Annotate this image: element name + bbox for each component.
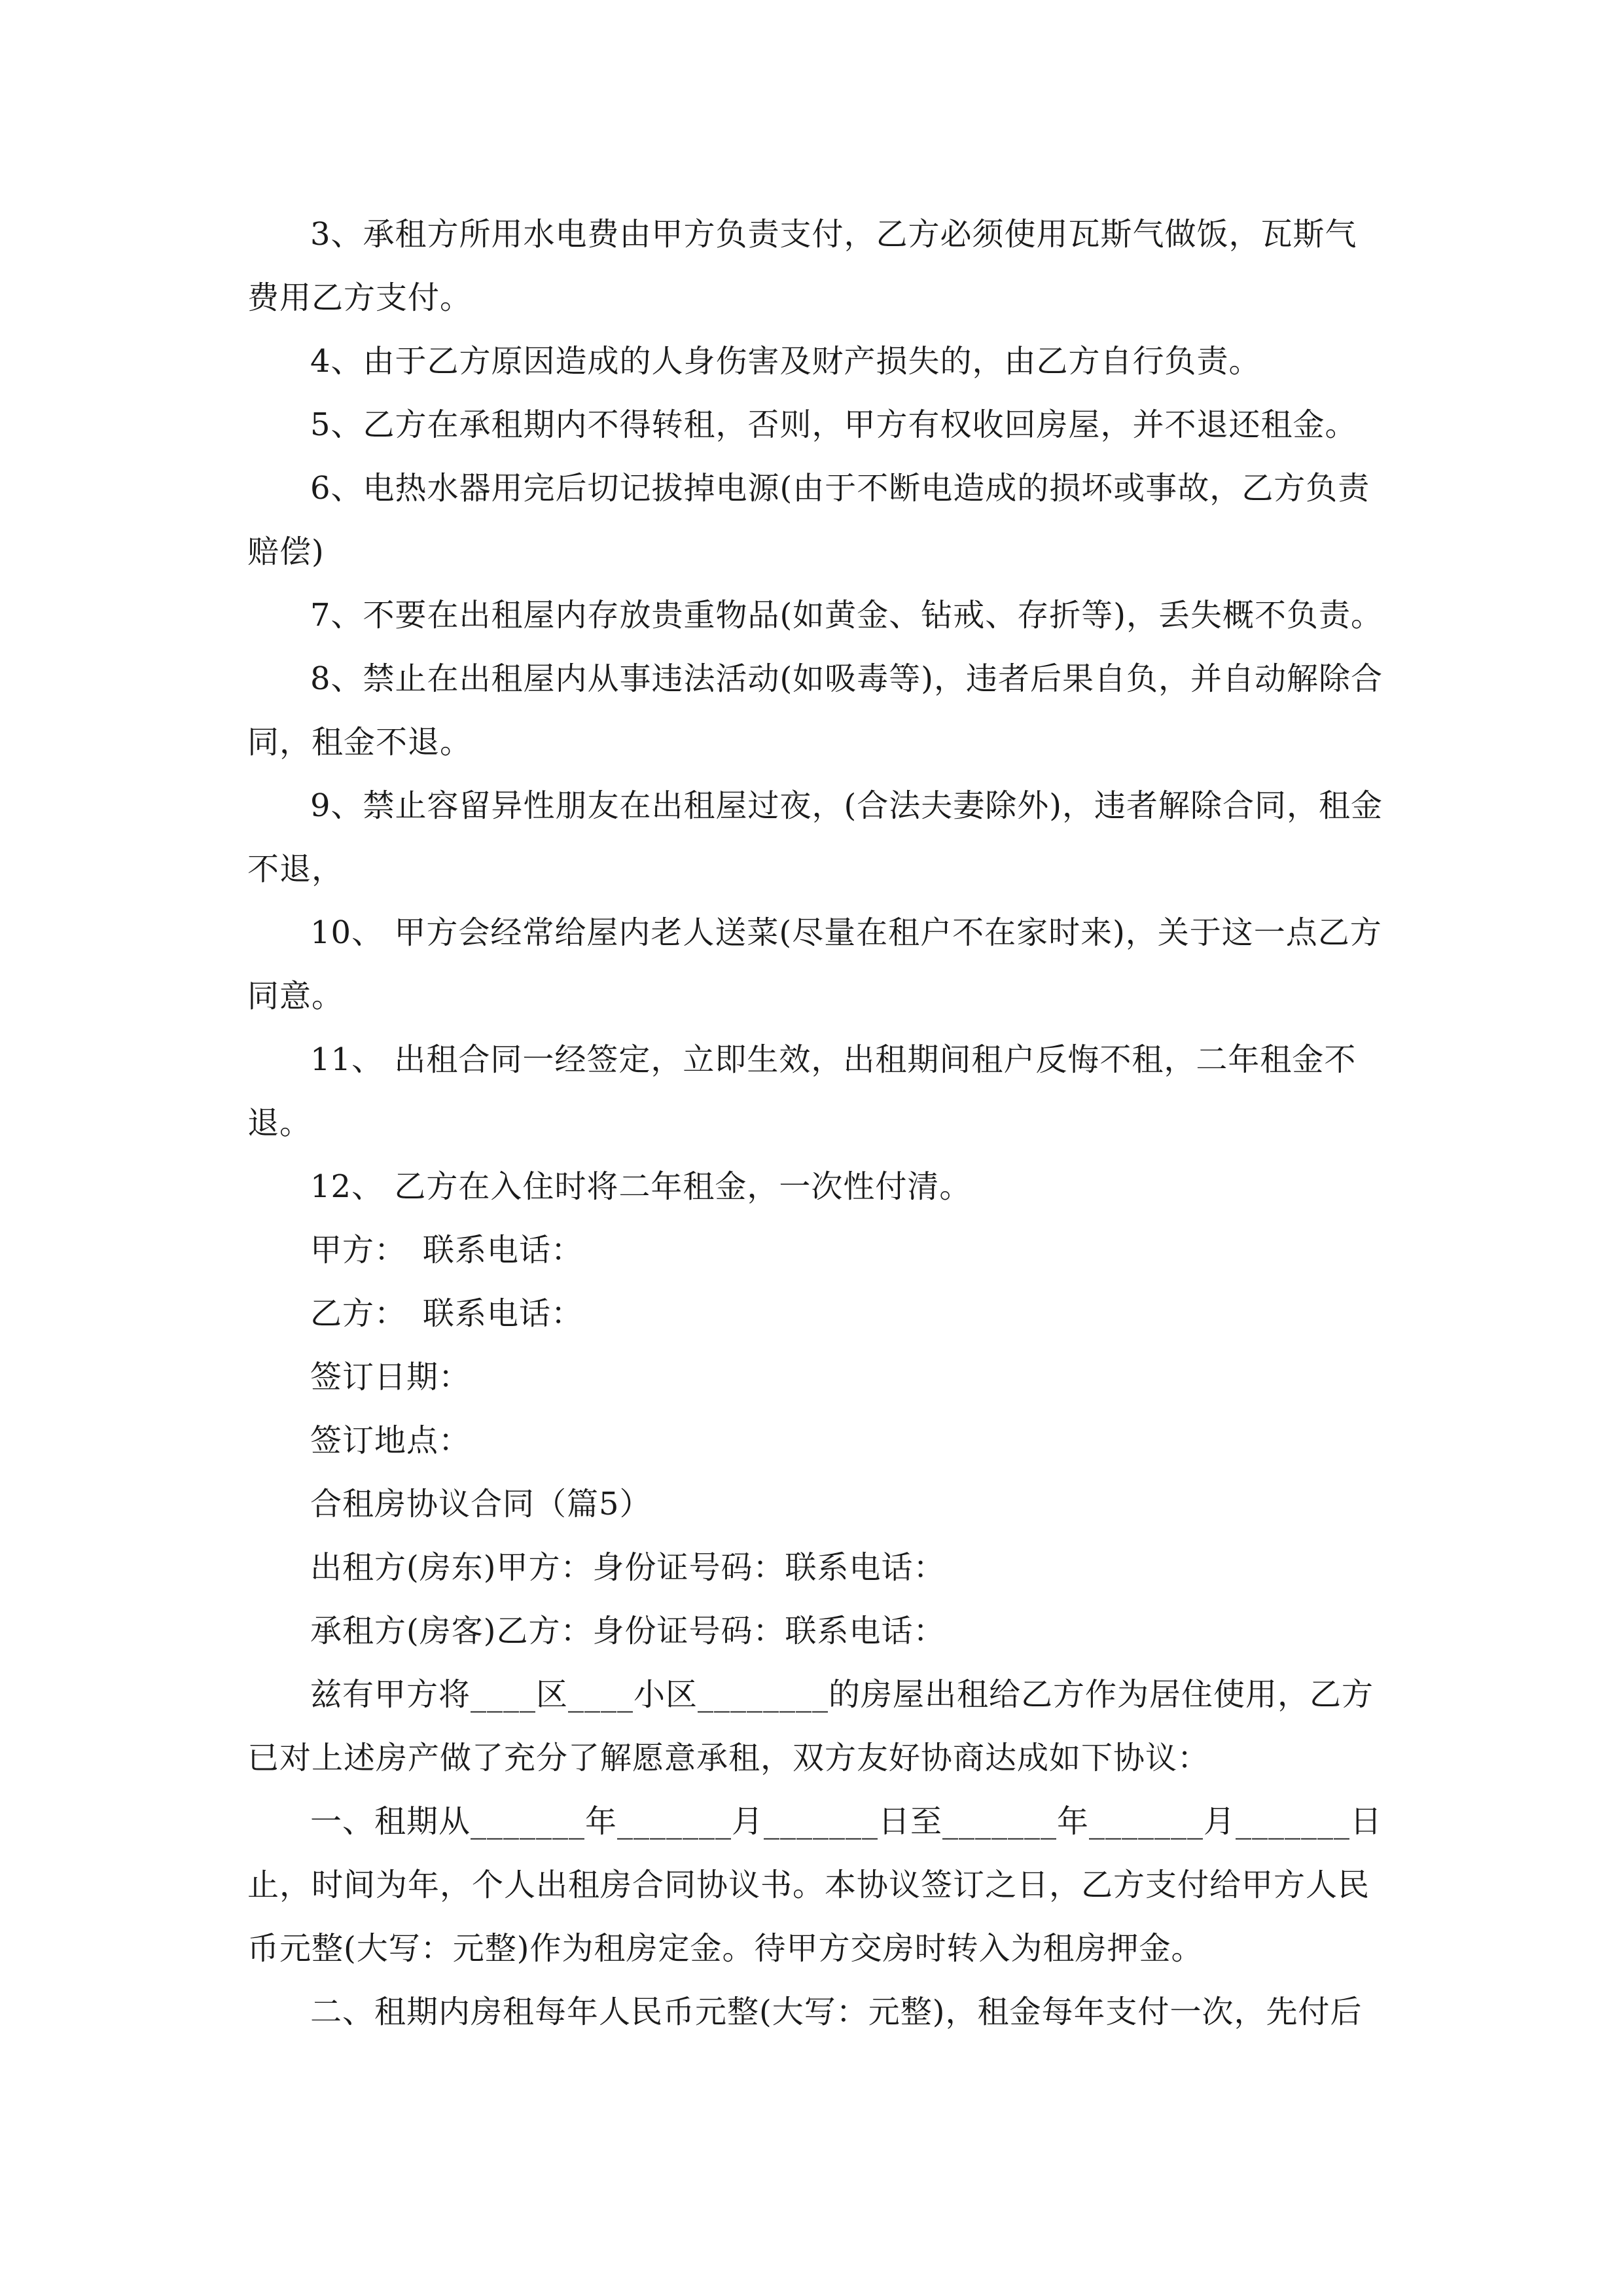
clause-12: 12、 乙方在入住时将二年租金，一次性付清。 [310,1168,972,1205]
lessor-info: 出租方(房东)甲方：身份证号码：联系电话： [310,1549,946,1586]
clause-11: 11、 出租合同一经签定，立即生效，出租期间租户反悔不租，二年租金不退。 [247,1041,1357,1141]
signing-place: 签订地点： [310,1422,471,1459]
party-b-contact: 乙方： 联系电话： [310,1295,584,1332]
party-a-contact: 甲方： 联系电话： [310,1232,584,1268]
clause-9: 9、禁止容留异性朋友在出租屋过夜，(合法夫妻除外)，违者解除合同，租金不退， [247,787,1383,888]
clause-8: 8、禁止在出租屋内从事违法活动(如吸毒等)，违者后果自负，并自动解除合同，租金不退。 [247,660,1383,761]
clause-6: 6、电热水器用完后切记拔掉电源(由于不断电造成的损坏或事故，乙方负责赔偿) [247,470,1370,570]
clause-5: 5、乙方在承租期内不得转租，否则，甲方有权收回房屋，并不退还租金。 [310,406,1357,443]
signing-date: 签订日期： [310,1359,471,1395]
clause-4: 4、由于乙方原因造成的人身伤害及财产损失的，由乙方自行负责。 [310,343,1261,380]
preamble: 兹有甲方将____区____小区________的房屋出租给乙方作为居住使用，乙方已对上述房产做了充分了解愿意承租，双方友好协商达成如下协议： [247,1676,1374,1776]
clause-10: 10、 甲方会经常给屋内老人送菜(尽量在租户不在家时来)，关于这一点乙方同意。 [247,914,1382,1014]
article-2-rent: 二、租期内房租每年人民币元整(大写：元整)，租金每年支付一次，先付后 [310,1994,1363,2030]
clause-7: 7、不要在出租屋内存放贵重物品(如黄金、钻戒、存折等)，丢失概不负责。 [310,597,1383,634]
document-page [247,203,1386,2044]
lessee-info: 承租方(房客)乙方：身份证号码：联系电话： [310,1613,946,1649]
article-1-term: 一、租期从_______年_______月_______日至_______年_______月_______日止，时间为年，个人出租房合同协议书。本协议签订之日，乙方支付给甲方人民币元整(大写：元整)作为租房定金。待甲方交房时转入为租房押金。 [247,1803,1383,1967]
clause-3: 3、承租方所用水电费由甲方负责支付，乙方必须使用瓦斯气做饭，瓦斯气费用乙方支付。 [247,216,1357,316]
section-title: 合租房协议合同（篇5） [310,1486,652,1522]
